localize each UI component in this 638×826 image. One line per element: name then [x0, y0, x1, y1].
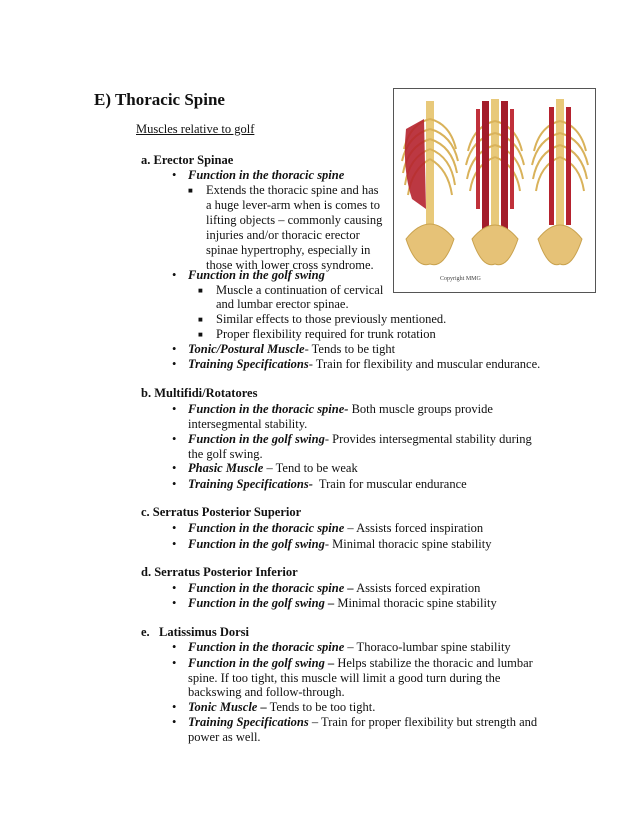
section-c-heading: c. Serratus Posterior Superior	[141, 505, 302, 519]
list-item-text: – Thoraco-lumbar spine stability	[344, 640, 511, 654]
list-item-text: - Tends to be tight	[304, 342, 396, 356]
list-item-label: Phasic Muscle	[188, 461, 264, 475]
spine-figure-3	[532, 99, 588, 265]
list-item-label: Function in the golf swing	[188, 432, 325, 446]
list-item-text: Proper flexibility required for trunk rotation	[216, 327, 436, 341]
list-item-label: Function in the golf swing –	[188, 596, 335, 610]
list-item-label: Function in the thoracic spine –	[188, 581, 354, 595]
list-item-text: - Train for flexibility and muscular endurance.	[308, 357, 541, 371]
list-item-text: Minimal thoracic spine stability	[334, 596, 497, 610]
list-item-text: power as well.	[188, 730, 261, 744]
list-item-label: Function in the thoracic spine-	[188, 402, 349, 416]
section-b-heading: b. Multifidi/Rotatores	[141, 386, 258, 400]
list-item-label: Training Specifications-	[188, 477, 313, 491]
list-item-text: Extends the thoracic spine and has	[206, 183, 379, 197]
list-item-label: Function in the golf swing –	[188, 656, 335, 670]
spine-figure-1	[402, 101, 458, 265]
list-item-text: injuries and/or thoracic erector	[206, 228, 360, 242]
spine-illustration-svg	[394, 89, 595, 292]
list-item-text: a huge lever-arm when is comes to	[206, 198, 380, 212]
list-item-text: those with lower cross syndrome.	[206, 258, 374, 272]
page-title: E) Thoracic Spine	[94, 90, 225, 109]
list-item-text: - Provides intersegmental stability during	[324, 432, 532, 446]
section-e-heading	[141, 625, 249, 640]
section-e-heading-text: e. Latissimus Dorsi	[141, 625, 249, 639]
section-d-heading: d. Serratus Posterior Inferior	[141, 565, 298, 579]
list-item-label: Training Specifications	[188, 357, 309, 371]
spine-figure-2	[466, 99, 524, 265]
document-page: E) Thoracic Spine Muscles relative to golf Copyright MMG a. Erector Spinae • Function in the thoracic spine ■ Extends the thoracic spine and has a huge lever-arm when is comes to lifting objects – commonly causing injuries and/or thoracic erector spinae hypertrophy, especially in those with lower cross syndrome. • Function in the golf swing ■ Muscle a continuation of cervical and lumbar erector spinae. ■ Similar effects to those previously mentioned. ■ Proper flexibility required for trunk rotation • Tonic/Postural Muscle- Tends to be tight • Training Specifications- Train for flexibility and muscular endurance. b. Multifidi/Rotatores • Function in the thoracic spine- Both muscle groups provide intersegmental stability. • Function in the golf swing- Provides intersegmental stability during the golf swing. • Phasic Muscle – Tend to be weak • Training Specifications- Train for muscular endurance c. Serratus Posterior Superior • Function in the thoracic spine – Assists forced inspiration • Function in the golf swing- Minimal thoracic spine stability d. Serratus Posterior Inferior • Function in the thoracic spine – Assists forced expiration • Function in the golf swing – Minimal thoracic spine stability e. Latissimus Dorsi • Function in the thoracic spine – Thoraco-lumbar spine stability • Function in the golf swing – Helps stabilize the thoracic and lumbar spine. If too tight, this muscle will limit a good turn during the backswing and follow-through. • Tonic Muscle – Tends to be too tight. • Training Specifications – Train for proper flexibility but strength and power as well.	[0, 0, 638, 826]
list-item-text: spine. If too tight, this muscle will limit a good turn during the	[188, 671, 501, 685]
page-subtitle: Muscles relative to golf	[136, 122, 255, 136]
list-item-text: Train for muscular endurance	[312, 477, 467, 491]
list-item-label: Function in the thoracic spine	[188, 521, 345, 535]
list-item-text: Muscle a continuation of cervical	[216, 283, 384, 297]
list-item-label: Function in the golf swing	[188, 537, 325, 551]
list-item-label: Training Specifications	[188, 715, 309, 729]
spine-muscles-illustration	[393, 88, 596, 293]
list-item-text: – Train for proper flexibility but strength and	[308, 715, 538, 729]
list-item-text: Helps stabilize the thoracic and lumbar	[334, 656, 533, 670]
figure-copyright: Copyright MMG	[440, 276, 481, 282]
list-item-text: Similar effects to those previously mentioned.	[216, 312, 447, 326]
list-item-label: Function in the thoracic spine	[188, 168, 345, 182]
list-item-label: Tonic/Postural Muscle	[188, 342, 305, 356]
list-item-label: Tonic Muscle –	[188, 700, 267, 714]
list-item-text: the golf swing.	[188, 447, 263, 461]
list-item-label: Function in the golf swing	[188, 268, 325, 282]
list-item-text: backswing and follow-through.	[188, 685, 345, 699]
list-item-text: - Minimal thoracic spine stability	[324, 537, 492, 551]
list-item-label: Function in the thoracic spine	[188, 640, 345, 654]
list-item-text: spinae hypertrophy, especially in	[206, 243, 371, 257]
section-a-heading: a. Erector Spinae	[141, 153, 234, 167]
list-item-text: Tends to be too tight.	[266, 700, 376, 714]
list-item-text: Assists forced expiration	[353, 581, 481, 595]
list-item-text: intersegmental stability.	[188, 417, 308, 431]
list-item-text: and lumbar erector spinae.	[216, 297, 349, 311]
list-item-text: – Assists forced inspiration	[344, 521, 484, 535]
list-item-text: lifting objects – commonly causing	[206, 213, 383, 227]
list-item-text: Both muscle groups provide	[348, 402, 493, 416]
list-item-text: – Tend to be weak	[263, 461, 358, 475]
